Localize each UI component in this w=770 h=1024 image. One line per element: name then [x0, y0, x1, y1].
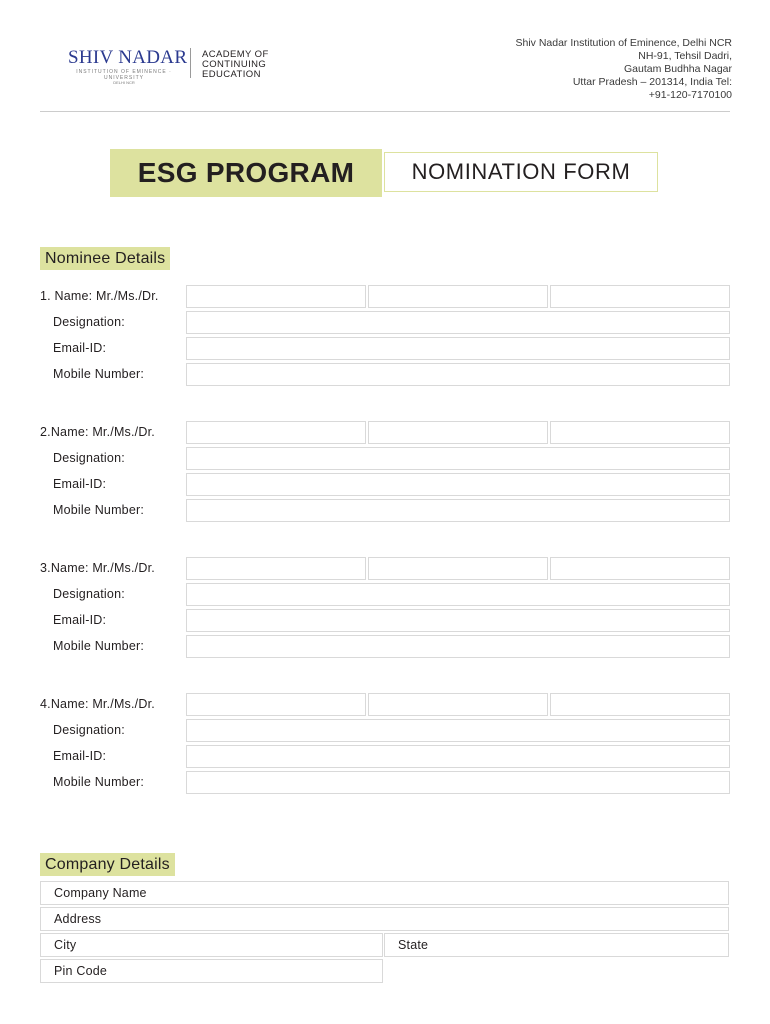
- first-name-field[interactable]: [186, 557, 366, 580]
- mobile-field[interactable]: [186, 499, 730, 522]
- university-logo-subline-2: DELHI NCR: [113, 80, 135, 85]
- name-label: 4.Name: Mr./Ms./Dr.: [40, 697, 155, 711]
- address-line: Uttar Pradesh – 201314, India Tel:: [572, 76, 732, 88]
- header-divider: [40, 111, 730, 112]
- address-line: Shiv Nadar Institution of Eminence, Delhi NCR: [515, 37, 732, 49]
- designation-row: [40, 583, 730, 606]
- academy-line: ACADEMY OF: [202, 49, 269, 60]
- address-label: Address: [54, 912, 102, 926]
- address-line: NH-91, Tehsil Dadri,: [638, 50, 732, 62]
- middle-name-field[interactable]: [368, 557, 548, 580]
- middle-name-field[interactable]: [368, 285, 548, 308]
- logo-divider: [190, 48, 191, 78]
- address-field[interactable]: [40, 907, 729, 931]
- name-label: 1. Name: Mr./Ms./Dr.: [40, 289, 159, 303]
- name-row: [40, 693, 730, 716]
- company-name-row: [40, 881, 730, 905]
- designation-label: Designation:: [53, 451, 125, 465]
- email-field[interactable]: [186, 473, 730, 496]
- email-row: [40, 337, 730, 360]
- pin-code-field[interactable]: [40, 959, 383, 983]
- state-field[interactable]: [384, 933, 729, 957]
- address-line: Gautam Budhha Nagar: [624, 63, 732, 75]
- form-title: ESG PROGRAM: [110, 149, 382, 197]
- email-field[interactable]: [186, 745, 730, 768]
- university-logo-name: SHIV NADAR: [68, 47, 188, 68]
- email-label: Email-ID:: [53, 477, 107, 491]
- last-name-field[interactable]: [550, 421, 730, 444]
- city-field[interactable]: [40, 933, 383, 957]
- designation-field[interactable]: [186, 311, 730, 334]
- designation-label: Designation:: [53, 723, 125, 737]
- academy-logo-text: [202, 50, 269, 80]
- nominee-block-1: [40, 285, 730, 387]
- first-name-field[interactable]: [186, 285, 366, 308]
- address-row: [40, 907, 730, 931]
- last-name-field[interactable]: [550, 285, 730, 308]
- last-name-field[interactable]: [550, 693, 730, 716]
- city-state-row: [40, 933, 730, 957]
- mobile-label: Mobile Number:: [53, 775, 145, 789]
- nominee-block-4: [40, 693, 730, 795]
- mobile-label: Mobile Number:: [53, 639, 145, 653]
- form-subtitle: NOMINATION FORM: [384, 152, 658, 192]
- designation-label: Designation:: [53, 587, 125, 601]
- name-label: 2.Name: Mr./Ms./Dr.: [40, 425, 155, 439]
- academy-line: CONTINUING: [202, 59, 267, 70]
- designation-row: [40, 311, 730, 334]
- middle-name-field[interactable]: [368, 693, 548, 716]
- email-field[interactable]: [186, 609, 730, 632]
- designation-row: [40, 447, 730, 470]
- email-label: Email-ID:: [53, 749, 107, 763]
- name-row: [40, 421, 730, 444]
- pin-code-row: [40, 959, 730, 983]
- designation-field[interactable]: [186, 719, 730, 742]
- pin-code-label: Pin Code: [54, 964, 108, 978]
- name-label: 3.Name: Mr./Ms./Dr.: [40, 561, 155, 575]
- mobile-row: [40, 635, 730, 658]
- mobile-label: Mobile Number:: [53, 367, 145, 381]
- name-row: [40, 285, 730, 308]
- mobile-row: [40, 363, 730, 386]
- first-name-field[interactable]: [186, 693, 366, 716]
- mobile-row: [40, 771, 730, 794]
- designation-field[interactable]: [186, 447, 730, 470]
- mobile-row: [40, 499, 730, 522]
- last-name-field[interactable]: [550, 557, 730, 580]
- academy-line: EDUCATION: [202, 69, 261, 80]
- designation-row: [40, 719, 730, 742]
- company-name-label: Company Name: [54, 886, 147, 900]
- university-logo-subline: INSTITUTION OF EMINENCE · UNIVERSITY: [76, 69, 172, 81]
- company-details-heading: Company Details: [40, 853, 175, 876]
- mobile-field[interactable]: [186, 771, 730, 794]
- nominee-block-2: [40, 421, 730, 523]
- name-row: [40, 557, 730, 580]
- email-label: Email-ID:: [53, 341, 107, 355]
- first-name-field[interactable]: [186, 421, 366, 444]
- state-label: State: [398, 938, 429, 952]
- nominee-details-heading: Nominee Details: [40, 247, 170, 270]
- email-row: [40, 609, 730, 632]
- email-label: Email-ID:: [53, 613, 107, 627]
- email-field[interactable]: [186, 337, 730, 360]
- nominee-block-3: [40, 557, 730, 659]
- designation-field[interactable]: [186, 583, 730, 606]
- city-label: City: [54, 938, 77, 952]
- address-line: +91-120-7170100: [648, 89, 732, 101]
- company-name-field[interactable]: [40, 881, 729, 905]
- institution-address: [432, 37, 732, 102]
- email-row: [40, 745, 730, 768]
- mobile-label: Mobile Number:: [53, 503, 145, 517]
- middle-name-field[interactable]: [368, 421, 548, 444]
- designation-label: Designation:: [53, 315, 125, 329]
- mobile-field[interactable]: [186, 363, 730, 386]
- mobile-field[interactable]: [186, 635, 730, 658]
- email-row: [40, 473, 730, 496]
